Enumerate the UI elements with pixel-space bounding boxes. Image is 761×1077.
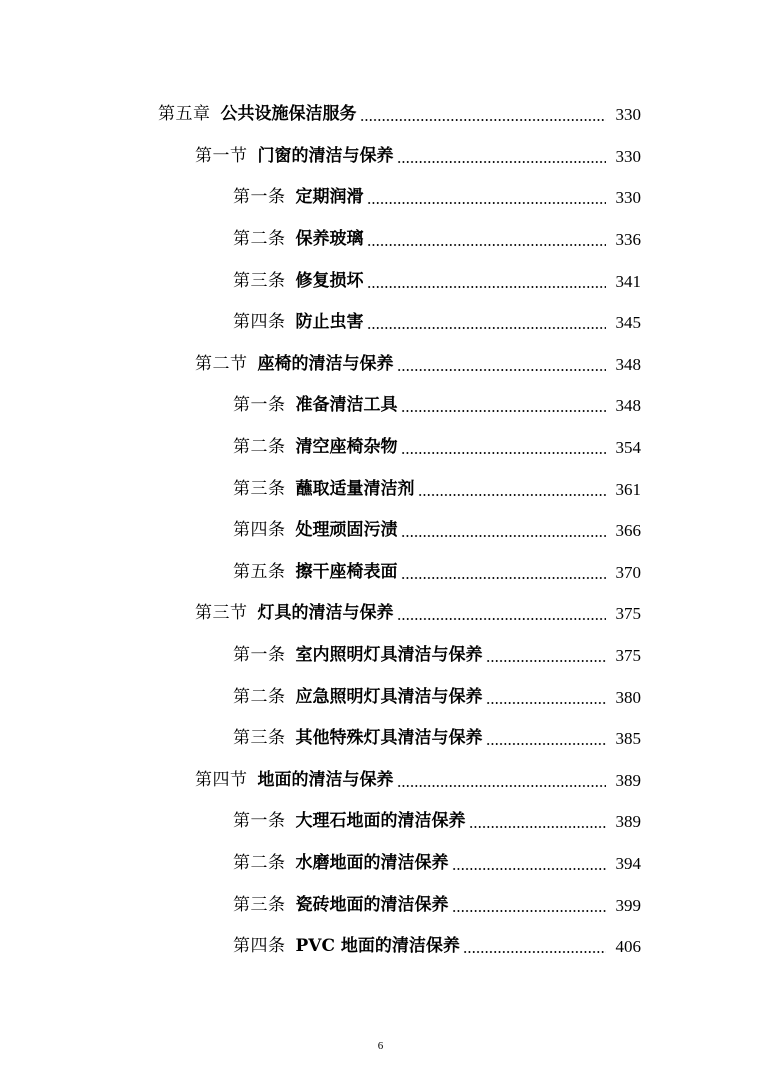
toc-entry-number: 第二条 (233, 437, 286, 458)
toc-entry-title: 防止虫害 (295, 312, 364, 333)
page-number: 6 (377, 1040, 384, 1052)
toc-entry-number: 第一条 (233, 187, 286, 208)
toc-entry-title: 修复损坏 (295, 270, 364, 291)
dot-leader (486, 730, 607, 747)
toc-entry-number: 第二节 (195, 353, 248, 374)
toc-row-article[interactable] (0, 260, 761, 302)
toc-row-section-3[interactable] (0, 593, 761, 635)
toc-entry-title: 瓷砖地面的清洁保养 (295, 894, 449, 915)
toc-entry-title: 准备清洁工具 (295, 395, 398, 416)
toc-entry-page: 389 (615, 770, 641, 790)
toc-entry-page: 380 (615, 687, 641, 707)
dot-leader (486, 689, 607, 706)
dot-leader (486, 647, 607, 664)
toc-entry-page: 348 (615, 396, 641, 416)
dot-leader (367, 231, 607, 248)
toc-entry-number: 第三条 (233, 894, 286, 915)
toc-entry-page: 345 (615, 313, 641, 333)
toc-entry-page: 399 (615, 895, 641, 915)
toc-entry-title: 应急照明灯具清洁与保养 (295, 686, 483, 707)
toc-entry-page: 336 (615, 230, 641, 250)
toc-row-chapter-5[interactable] (0, 94, 761, 136)
dot-leader (401, 522, 607, 539)
dot-leader (397, 356, 607, 373)
toc-entry-title: 水磨地面的清洁保养 (295, 852, 449, 873)
toc-row-article[interactable] (0, 468, 761, 510)
dot-leader (367, 189, 607, 206)
dot-leader (397, 605, 607, 622)
dot-leader (452, 855, 607, 872)
toc-row-section-2[interactable] (0, 344, 761, 386)
toc-row-article[interactable] (0, 718, 761, 760)
toc-entry-title: 灯具的清洁与保养 (257, 603, 394, 624)
toc-row-article[interactable] (0, 385, 761, 427)
toc-entry-number: 第三条 (233, 728, 286, 749)
toc-entry-page: 341 (615, 271, 641, 291)
toc-row-article[interactable] (0, 926, 761, 968)
toc-entry-number: 第五章 (158, 104, 211, 125)
toc-row-article[interactable] (0, 635, 761, 677)
toc-row-article[interactable] (0, 219, 761, 261)
dot-leader (463, 938, 606, 955)
toc-row-article[interactable] (0, 427, 761, 469)
dot-leader (452, 897, 607, 914)
toc-entry-page: 348 (615, 354, 641, 374)
toc-row-article[interactable] (0, 552, 761, 594)
toc-entry-number: 第四条 (233, 936, 286, 957)
toc-entry-number: 第三节 (195, 603, 248, 624)
toc-entry-title: 清空座椅杂物 (295, 437, 398, 458)
toc-entry-page: 385 (615, 729, 641, 749)
toc-entry-number: 第二条 (233, 229, 286, 250)
toc-entry-number: 第一节 (195, 145, 248, 166)
toc-entry-number: 第五条 (233, 561, 286, 582)
toc-entry-title: 擦干座椅表面 (295, 561, 398, 582)
toc-entry-page: 370 (615, 562, 641, 582)
dot-leader (401, 439, 607, 456)
toc-entry-title: 地面的清洁与保养 (257, 769, 394, 790)
toc-entry-number: 第二条 (233, 686, 286, 707)
dot-leader (360, 106, 607, 123)
toc-entry-title: 定期润滑 (295, 187, 364, 208)
toc-row-article[interactable] (0, 177, 761, 219)
toc-entry-page: 366 (615, 521, 641, 541)
toc-entry-title: 处理顽固污渍 (295, 520, 398, 541)
toc-row-article[interactable] (0, 676, 761, 718)
toc-entry-title: 大理石地面的清洁保养 (295, 811, 466, 832)
toc-entry-page: 406 (615, 937, 641, 957)
toc-row-article[interactable] (0, 884, 761, 926)
toc-row-article[interactable] (0, 843, 761, 885)
toc-row-article[interactable] (0, 801, 761, 843)
dot-leader (401, 564, 607, 581)
dot-leader (418, 481, 607, 498)
toc-entry-page: 375 (615, 604, 641, 624)
toc-entry-page: 330 (615, 146, 641, 166)
toc-row-article[interactable] (0, 510, 761, 552)
toc-entry-title: 室内照明灯具清洁与保养 (295, 645, 483, 666)
dot-leader (397, 772, 607, 789)
toc-entry-number: 第四条 (233, 520, 286, 541)
toc-entry-number: 第四节 (195, 769, 248, 790)
toc-entry-number: 第四条 (233, 312, 286, 333)
toc-entry-title: 门窗的清洁与保养 (257, 145, 394, 166)
toc-entry-page: 375 (615, 646, 641, 666)
toc-entry-title: 保养玻璃 (295, 229, 364, 250)
toc-entry-title: 其他特殊灯具清洁与保养 (295, 728, 483, 749)
toc-entry-number: 第三条 (233, 478, 286, 499)
toc-entry-page: 354 (615, 438, 641, 458)
toc-row-section-4[interactable] (0, 760, 761, 802)
toc-entry-number: 第一条 (233, 811, 286, 832)
toc-entry-number: 第二条 (233, 852, 286, 873)
toc-entry-page: 330 (615, 105, 641, 125)
toc-entry-page: 330 (615, 188, 641, 208)
dot-leader (401, 397, 607, 414)
toc-entry-page: 389 (615, 812, 641, 832)
dot-leader (367, 314, 607, 331)
dot-leader (469, 813, 607, 830)
toc-row-article[interactable] (0, 302, 761, 344)
dot-leader (367, 273, 607, 290)
toc-entry-number: 第一条 (233, 395, 286, 416)
toc-entry-page: 361 (615, 479, 641, 499)
toc-entry-page: 394 (615, 853, 641, 873)
toc-entry-number: 第一条 (233, 645, 286, 666)
toc-entry-title: 蘸取适量清洁剂 (295, 478, 415, 499)
toc-entry-title: 公共设施保洁服务 (220, 104, 357, 125)
table-of-contents (0, 94, 761, 967)
toc-entry-title: 座椅的清洁与保养 (257, 353, 394, 374)
toc-entry-number: 第三条 (233, 270, 286, 291)
toc-row-section-1[interactable] (0, 136, 761, 178)
toc-entry-title: PVC 地面的清洁保养 (295, 936, 460, 957)
dot-leader (397, 148, 607, 165)
